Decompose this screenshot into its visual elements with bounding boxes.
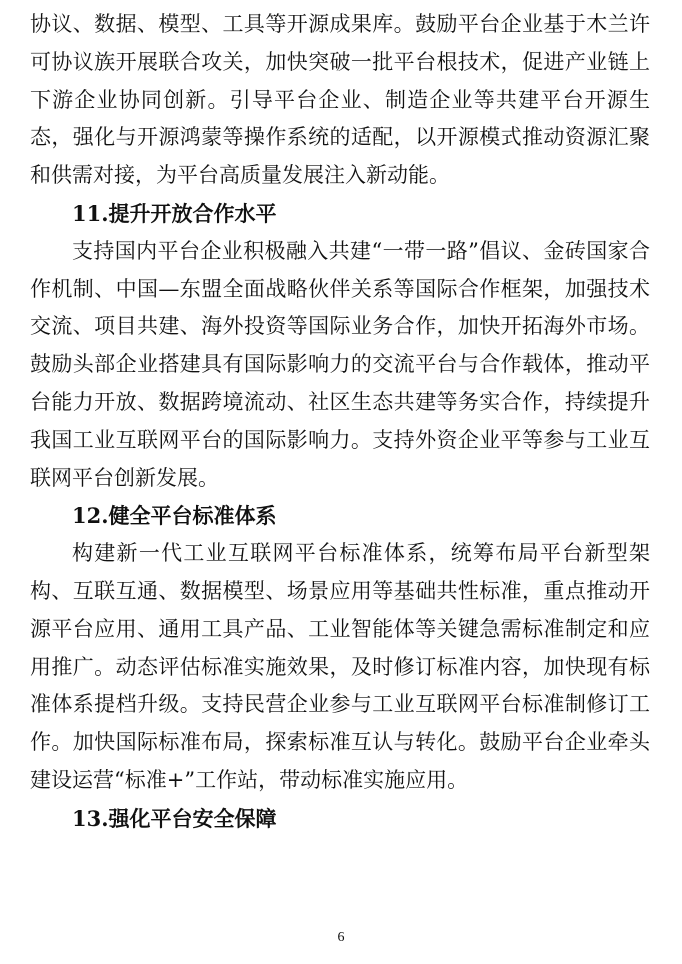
page-number: 6 — [337, 930, 345, 945]
section-heading-13: 13.强化平台安全保障 — [72, 805, 277, 831]
body-text — [30, 6, 650, 838]
paragraph-11: 支持国内平台企业积极融入共建“一带一路”倡议、金砖国家合作机制、中国—东盟全面战略伙伴关系等国际合作框架，加强技术交流、项目共建、海外投资等国际业务合作，加快开拓海外市场。鼓励头部企业搭建具有国际影响力的交流平台与合作载体，推动平台能力开放、数据跨境流动、社区生态共建等务实合作，持续提升我国工业互联网平台的国际影响力。支持外资企业平等参与工业互联网平台创新发展。 — [30, 238, 650, 490]
section-heading-11: 11.提升开放合作水平 — [72, 200, 277, 226]
section-heading-12: 12.健全平台标准体系 — [72, 503, 277, 529]
paragraph-12: 构建新一代工业互联网平台标准体系，统筹布局平台新型架构、互联互通、数据模型、场景应用等基础共性标准，重点推动开源平台应用、通用工具产品、工业智能体等关键急需标准制定和应用推广。动态评估标准实施效果，及时修订标准内容，加快现有标准体系提档升级。支持民营企业参与工业互联网平台标准制修订工作。加快国际标准布局，探索标准互认与转化。鼓励平台企业牵头建设运营“标准+”工作站，带动标准实施应用。 — [30, 541, 650, 792]
paragraph-intro: 协议、数据、模型、工具等开源成果库。鼓励平台企业基于木兰许可协议族开展联合攻关，加快突破一批平台根技术，促进产业链上下游企业协同创新。引导平台企业、制造企业等共建平台开源生态，强化与开源鸿蒙等操作系统的适配，以开源模式推动资源汇聚和供需对接，为平台高质量发展注入新动能。 — [30, 12, 650, 188]
